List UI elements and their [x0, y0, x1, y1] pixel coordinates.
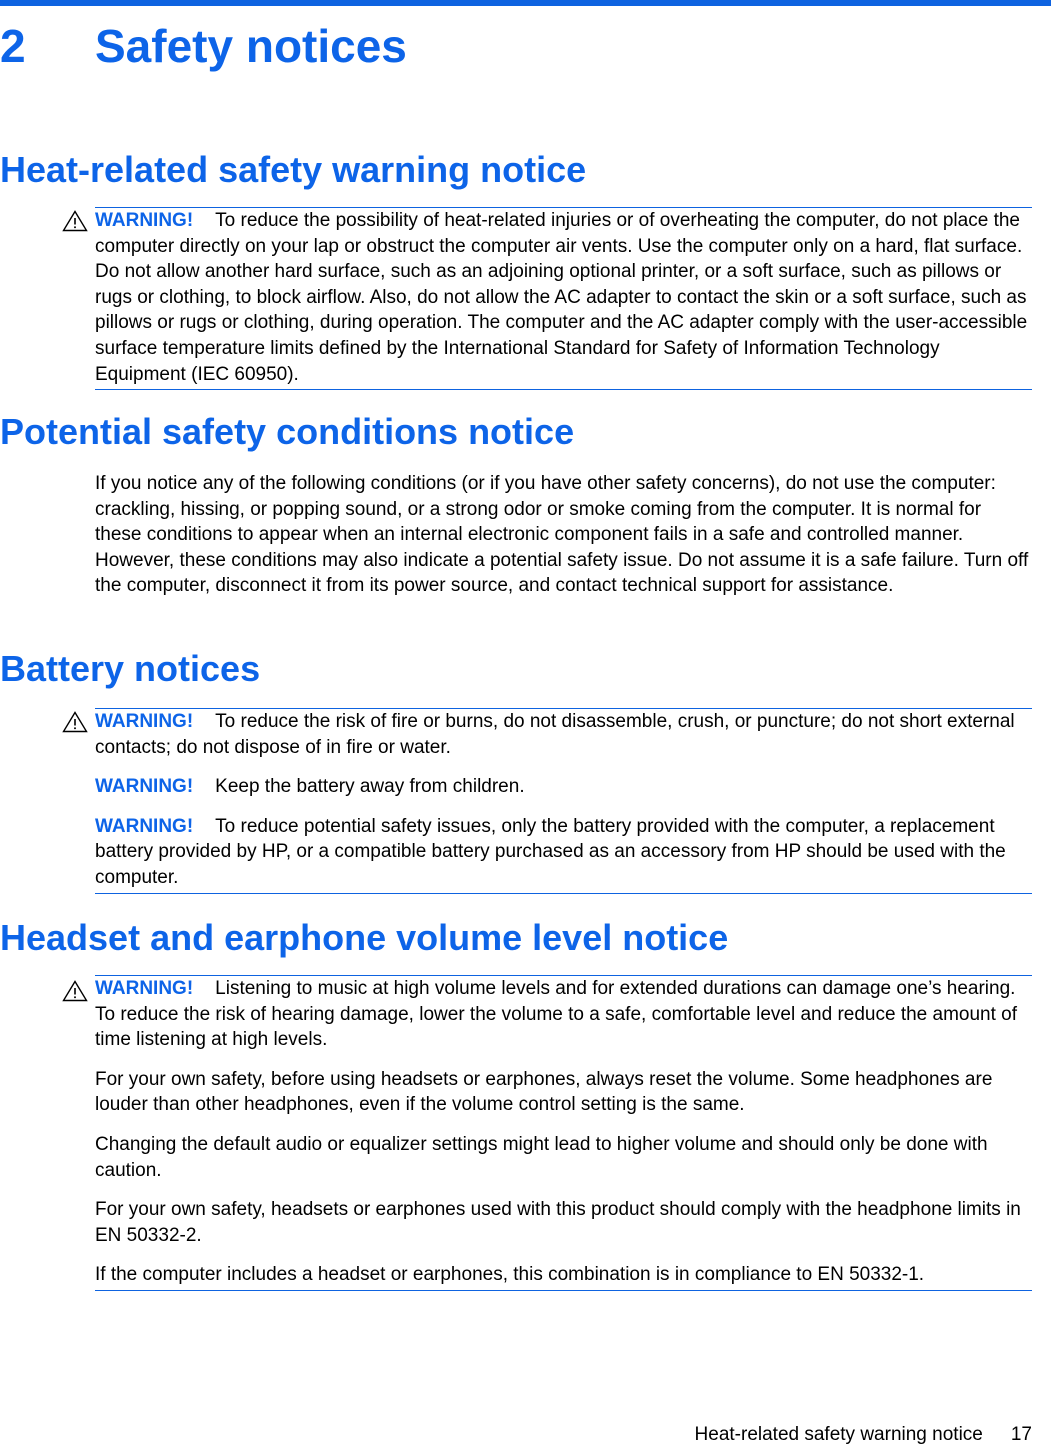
warning-paragraph [95, 709, 1032, 760]
warning-triangle-icon [62, 980, 88, 1002]
warning-paragraph [95, 814, 1032, 891]
page-number: 17 [1010, 1424, 1032, 1445]
warning-label: WARNING! [95, 210, 194, 231]
body-paragraph: For your own safety, before using headsets or earphones, always reset the volume. Some headphones are louder than other headphones, even if the volume control setting is the same. [95, 1068, 993, 1116]
footer-section-name: Heat-related safety warning notice [694, 1424, 983, 1445]
body-paragraph: If you notice any of the following conditions (or if you have other safety concerns), do not use the computer: crackling, hissing, or popping sound, or a strong odor or smoke coming from the computer. It is normal for these conditions to appear when an internal electronic component fails in a safe and controlled manner. However, these conditions may also indicate a potential safety issue. Do not assume it is a safe failure. Turn off the computer, disconnect it from its power source, and contact technical support for assistance. [95, 473, 1029, 597]
warning-label: WARNING! [95, 776, 194, 798]
heading-potential-safety: Potential safety conditions notice [0, 411, 575, 452]
body-paragraph: Changing the default audio or equalizer settings might lead to higher volume and should only be done with caution. [95, 1133, 988, 1181]
warning-battery-group [95, 708, 1032, 894]
page-footer [695, 1422, 1032, 1448]
warning-headset-group [95, 975, 1032, 1291]
warning-label: WARNING! [95, 978, 194, 999]
chapter-number: 2 [0, 20, 26, 72]
warning-paragraph [95, 208, 1032, 387]
chapter-title-text: Safety notices [95, 20, 407, 72]
body-paragraph: For your own safety, headsets or earphones used with this product should comply with the headphone limits in EN 50332-2. [95, 1199, 1021, 1246]
warning-text: To reduce the possibility of heat-related injuries or of overheating the computer, do not place the computer directly on your lap or obstruct the computer air vents. Use the computer only on a hard, flat surface. Do not allow another hard surface, such as an adjoining optional printer, or a soft surface, such as pillows or rugs or clothing, to block airflow. Also, do not allow the AC adapter to contact the skin or a soft surface, such as pillows or rugs or clothing, during operation. The computer and the AC adapter comply with the user-accessible surface temperature limits defined by the International Standard for Safety of Information Technology Equipment (IEC 60950). [95, 210, 1028, 385]
body-paragraph: If the computer includes a headset or earphones, this combination is in compliance to EN 50332-1. [95, 1264, 925, 1286]
warning-triangle-icon [62, 711, 88, 733]
warning-triangle-icon [62, 210, 88, 232]
top-rule [0, 0, 1051, 6]
warning-heat [95, 207, 1032, 390]
warning-text: Listening to music at high volume levels and for extended durations can damage one’s hearing. To reduce the risk of hearing damage, lower the volume to a safe, comfortable level and reduce the amount of time listening at high levels. [95, 978, 1018, 1051]
heading-headset: Headset and earphone volume level notice [0, 917, 729, 958]
potential-safety-body [95, 471, 1032, 599]
warning-text: Keep the battery away from children. [215, 776, 525, 798]
warning-text: To reduce the risk of fire or burns, do not disassemble, crush, or puncture; do not short external contacts; do not dispose of in fire or water. [95, 711, 1015, 758]
warning-label: WARNING! [95, 815, 194, 837]
heading-battery: Battery notices [0, 648, 261, 689]
chapter-title [0, 18, 407, 74]
warning-text: To reduce potential safety issues, only the battery provided with the computer, a replacement battery provided by HP, or a compatible battery purchased as an accessory from HP should be used with the computer. [95, 815, 1006, 888]
heading-heat-related: Heat-related safety warning notice [0, 149, 587, 190]
warning-paragraph [95, 774, 1032, 800]
warning-paragraph [95, 976, 1032, 1053]
warning-label: WARNING! [95, 711, 194, 732]
